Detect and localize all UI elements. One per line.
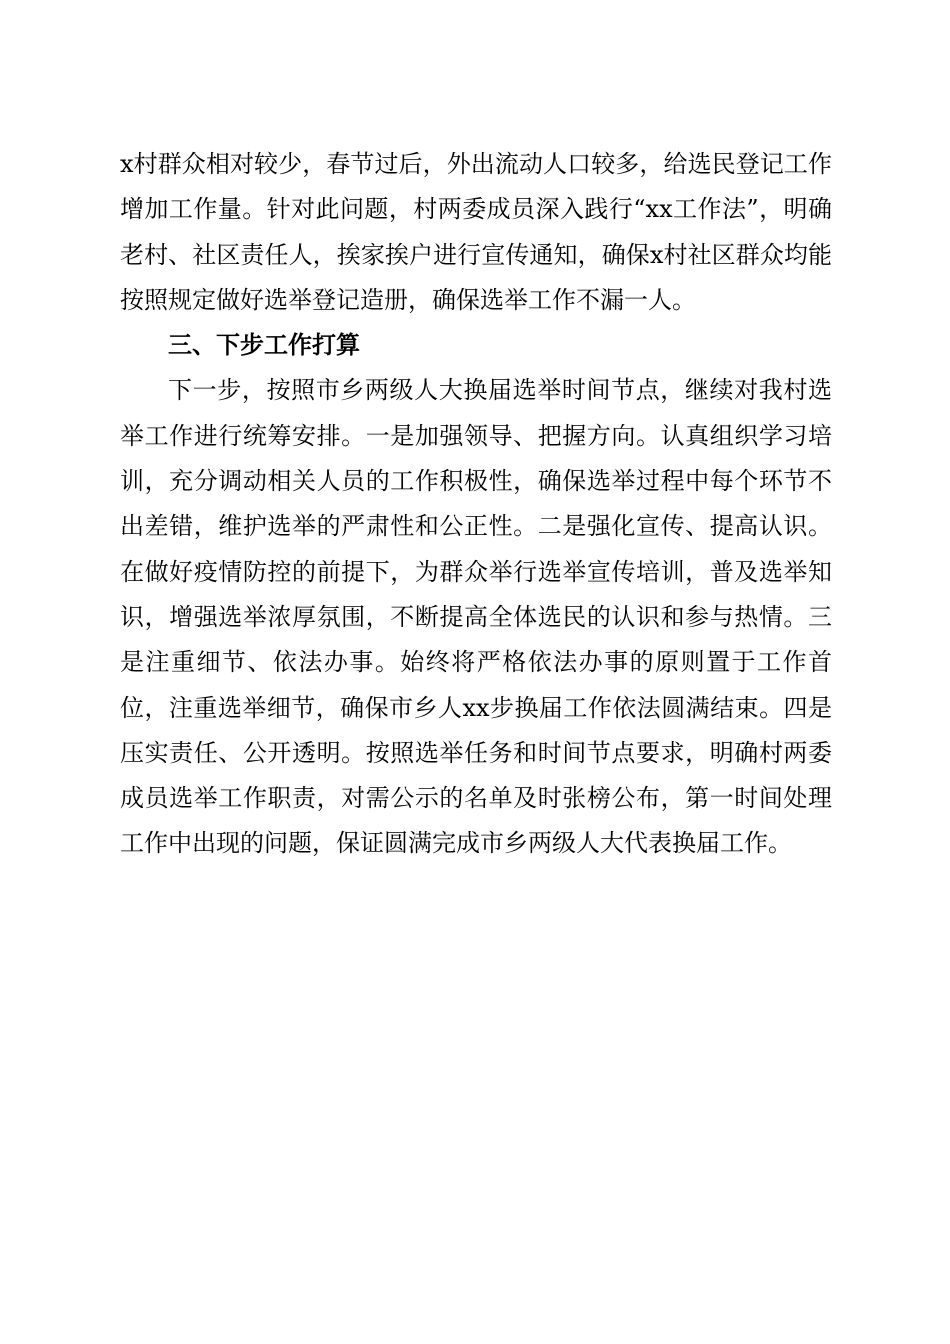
section-heading: 三、下步工作打算 (168, 331, 360, 360)
body-paragraph-next-steps: 下一步，按照市乡两级人大换届选举时间节点，继续对我村选举工作进行统筹安排。一是加强领导、把握方向。认真组织学习培训，充分调动相关人员的工作积极性，确保选举过程中每个环节不出差错，维护选举的严肃性和公正性。二是强化宣传、提高认识。在做好疫情防控的前提下，为群众举行选举宣传培训，普及选举知识，增强选举浓厚氛围，不断提高全体选民的认识和参与热情。三是注重细节、依法办事。始终将严格依法办事的原则置于工作首位，注重选举细节，确保市乡人xx步换届工作依法圆满结束。四是压实责任、公开透明。按照选举任务和时间节点要求，明确村两委成员选举工作职责，对需公示的名单及时张榜公布，第一时间处理工作中出现的问题，保证圆满完成市乡两级人大代表换届工作。 (120, 376, 832, 858)
body-paragraph-continued: x村群众相对较少，春节过后，外出流动人口较多，给选民登记工作增加工作量。针对此问题，村两委成员深入践行“xx工作法”，明确老村、社区责任人，挨家挨户进行宣传通知，确保x村社区群众均能按照规定做好选举登记造册，确保选举工作不漏一人。 (120, 150, 832, 314)
document-body (120, 142, 832, 867)
